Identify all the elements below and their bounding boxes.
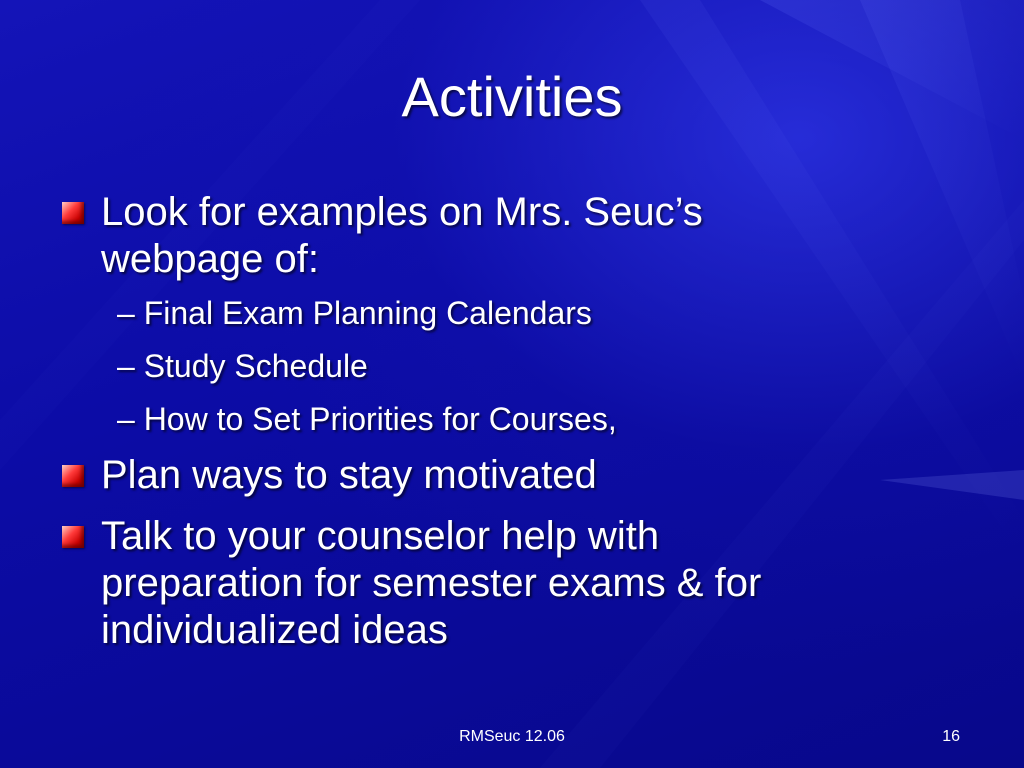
sub-bullet-item: – Final Exam Planning Calendars <box>117 295 592 331</box>
bullet-text-line: Plan ways to stay motivated <box>101 453 597 497</box>
bullet-text-line: Look for examples on Mrs. Seuc’s <box>101 190 703 234</box>
bullet-text-line: webpage of: <box>101 237 319 281</box>
footer-text: RMSeuc 12.06 <box>459 728 565 745</box>
bullet-text-line: Talk to your counselor help with <box>101 514 660 558</box>
sub-bullet-item: – How to Set Priorities for Courses, <box>117 401 617 437</box>
bullet-item <box>101 452 597 499</box>
square-bullet-icon <box>62 526 84 548</box>
sub-bullet-item: – Study Schedule <box>117 348 368 384</box>
slide-number: 16 <box>942 728 960 745</box>
slide-title: Activities <box>401 65 623 128</box>
square-bullet-icon <box>62 202 84 224</box>
square-bullet-icon <box>62 465 84 487</box>
bullet-text-line: individualized ideas <box>101 608 448 652</box>
bullet-item <box>101 513 761 654</box>
bullet-text-line: preparation for semester exams & for <box>101 561 762 605</box>
bullet-item <box>101 189 703 283</box>
